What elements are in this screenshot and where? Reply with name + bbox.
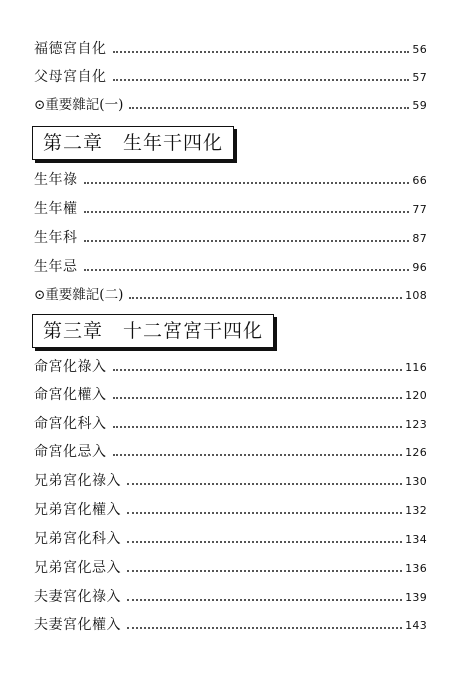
dot-leader (127, 483, 402, 485)
toc-entry-ming-lu[interactable] (34, 354, 427, 376)
toc-entry-lu[interactable] (34, 167, 427, 189)
toc-entry-title: 父母宮自化 (34, 69, 107, 85)
toc-entry-title: 生年祿 (34, 172, 78, 188)
toc-entry-page: 87 (412, 232, 427, 245)
toc-entry-xiongdi-lu[interactable] (34, 468, 427, 490)
toc-entry-fude[interactable] (34, 36, 427, 58)
toc-entry-title: 命宮化忌入 (34, 444, 107, 460)
dot-leader (113, 454, 403, 456)
toc-entry-page: 57 (412, 71, 427, 84)
toc-entry-ke[interactable] (34, 225, 427, 247)
dot-leader (127, 599, 402, 601)
toc-entry-page: 143 (405, 619, 427, 632)
toc-entry-title: 夫妻宮化祿入 (34, 589, 121, 605)
dot-leader (127, 570, 402, 572)
dot-leader (113, 426, 403, 428)
dot-leader (129, 107, 409, 109)
toc-entry-page: 56 (412, 43, 427, 56)
dot-leader (127, 627, 402, 629)
toc-entry-title: 生年權 (34, 201, 78, 217)
toc-entry-fuqi-quan[interactable] (34, 612, 427, 634)
toc-entry-page: 120 (405, 389, 427, 402)
dot-leader (113, 79, 410, 81)
dot-leader (113, 397, 403, 399)
dot-leader (113, 51, 410, 53)
toc-entry-title: 兄弟宮化祿入 (34, 473, 121, 489)
toc-entry-xiongdi-ji[interactable] (34, 555, 427, 577)
toc-entry-title: 兄弟宮化忌入 (34, 560, 121, 576)
dot-leader (113, 369, 403, 371)
toc-entry-fumu[interactable] (34, 64, 427, 86)
toc-entry-quan[interactable] (34, 196, 427, 218)
toc-entry-title: 夫妻宮化權入 (34, 617, 121, 633)
toc-entry-page: 96 (412, 261, 427, 274)
toc-entry-title: ⊙重要雜記(二) (34, 287, 124, 303)
toc-entry-notes-1[interactable] (34, 92, 427, 114)
toc-entry-page: 66 (412, 174, 427, 187)
toc-entry-ming-ji[interactable] (34, 439, 427, 461)
toc-entry-fuqi-lu[interactable] (34, 584, 427, 606)
dot-leader (129, 297, 402, 299)
toc-entry-page: 77 (412, 203, 427, 216)
toc-entry-page: 136 (405, 562, 427, 575)
toc-entry-page: 59 (412, 99, 427, 112)
chapter-2-heading (32, 126, 234, 160)
toc-entry-ming-ke[interactable] (34, 411, 427, 433)
toc-entry-title: 兄弟宮化權入 (34, 502, 121, 518)
toc-entry-title: ⊙重要雜記(一) (34, 97, 124, 113)
toc-entry-page: 130 (405, 475, 427, 488)
toc-entry-page: 134 (405, 533, 427, 546)
toc-entry-page: 108 (405, 289, 427, 302)
toc-entry-title: 生年科 (34, 230, 78, 246)
toc-entry-ji[interactable] (34, 254, 427, 276)
dot-leader (84, 240, 410, 242)
toc-entry-title: 命宮化科入 (34, 416, 107, 432)
dot-leader (127, 512, 402, 514)
toc-entry-page: 116 (405, 361, 427, 374)
chapter-3-heading (32, 314, 274, 348)
toc-entry-xiongdi-ke[interactable] (34, 526, 427, 548)
dot-leader (127, 541, 402, 543)
toc-entry-ming-quan[interactable] (34, 382, 427, 404)
toc-entry-title: 生年忌 (34, 259, 78, 275)
dot-leader (84, 269, 410, 271)
toc-entry-title: 命宮化權入 (34, 387, 107, 403)
dot-leader (84, 211, 410, 213)
chapter-3-title: 第三章 十二宮宮干四化 (43, 320, 264, 342)
dot-leader (84, 182, 410, 184)
chapter-2-title: 第二章 生年干四化 (43, 132, 224, 154)
toc-entry-page: 139 (405, 591, 427, 604)
toc-entry-xiongdi-quan[interactable] (34, 497, 427, 519)
toc-entry-page: 132 (405, 504, 427, 517)
toc-entry-notes-2[interactable] (34, 282, 427, 304)
toc-entry-page: 123 (405, 418, 427, 431)
toc-entry-page: 126 (405, 446, 427, 459)
toc-entry-title: 福德宮自化 (34, 41, 107, 57)
toc-entry-title: 命宮化祿入 (34, 359, 107, 375)
toc-entry-title: 兄弟宮化科入 (34, 531, 121, 547)
